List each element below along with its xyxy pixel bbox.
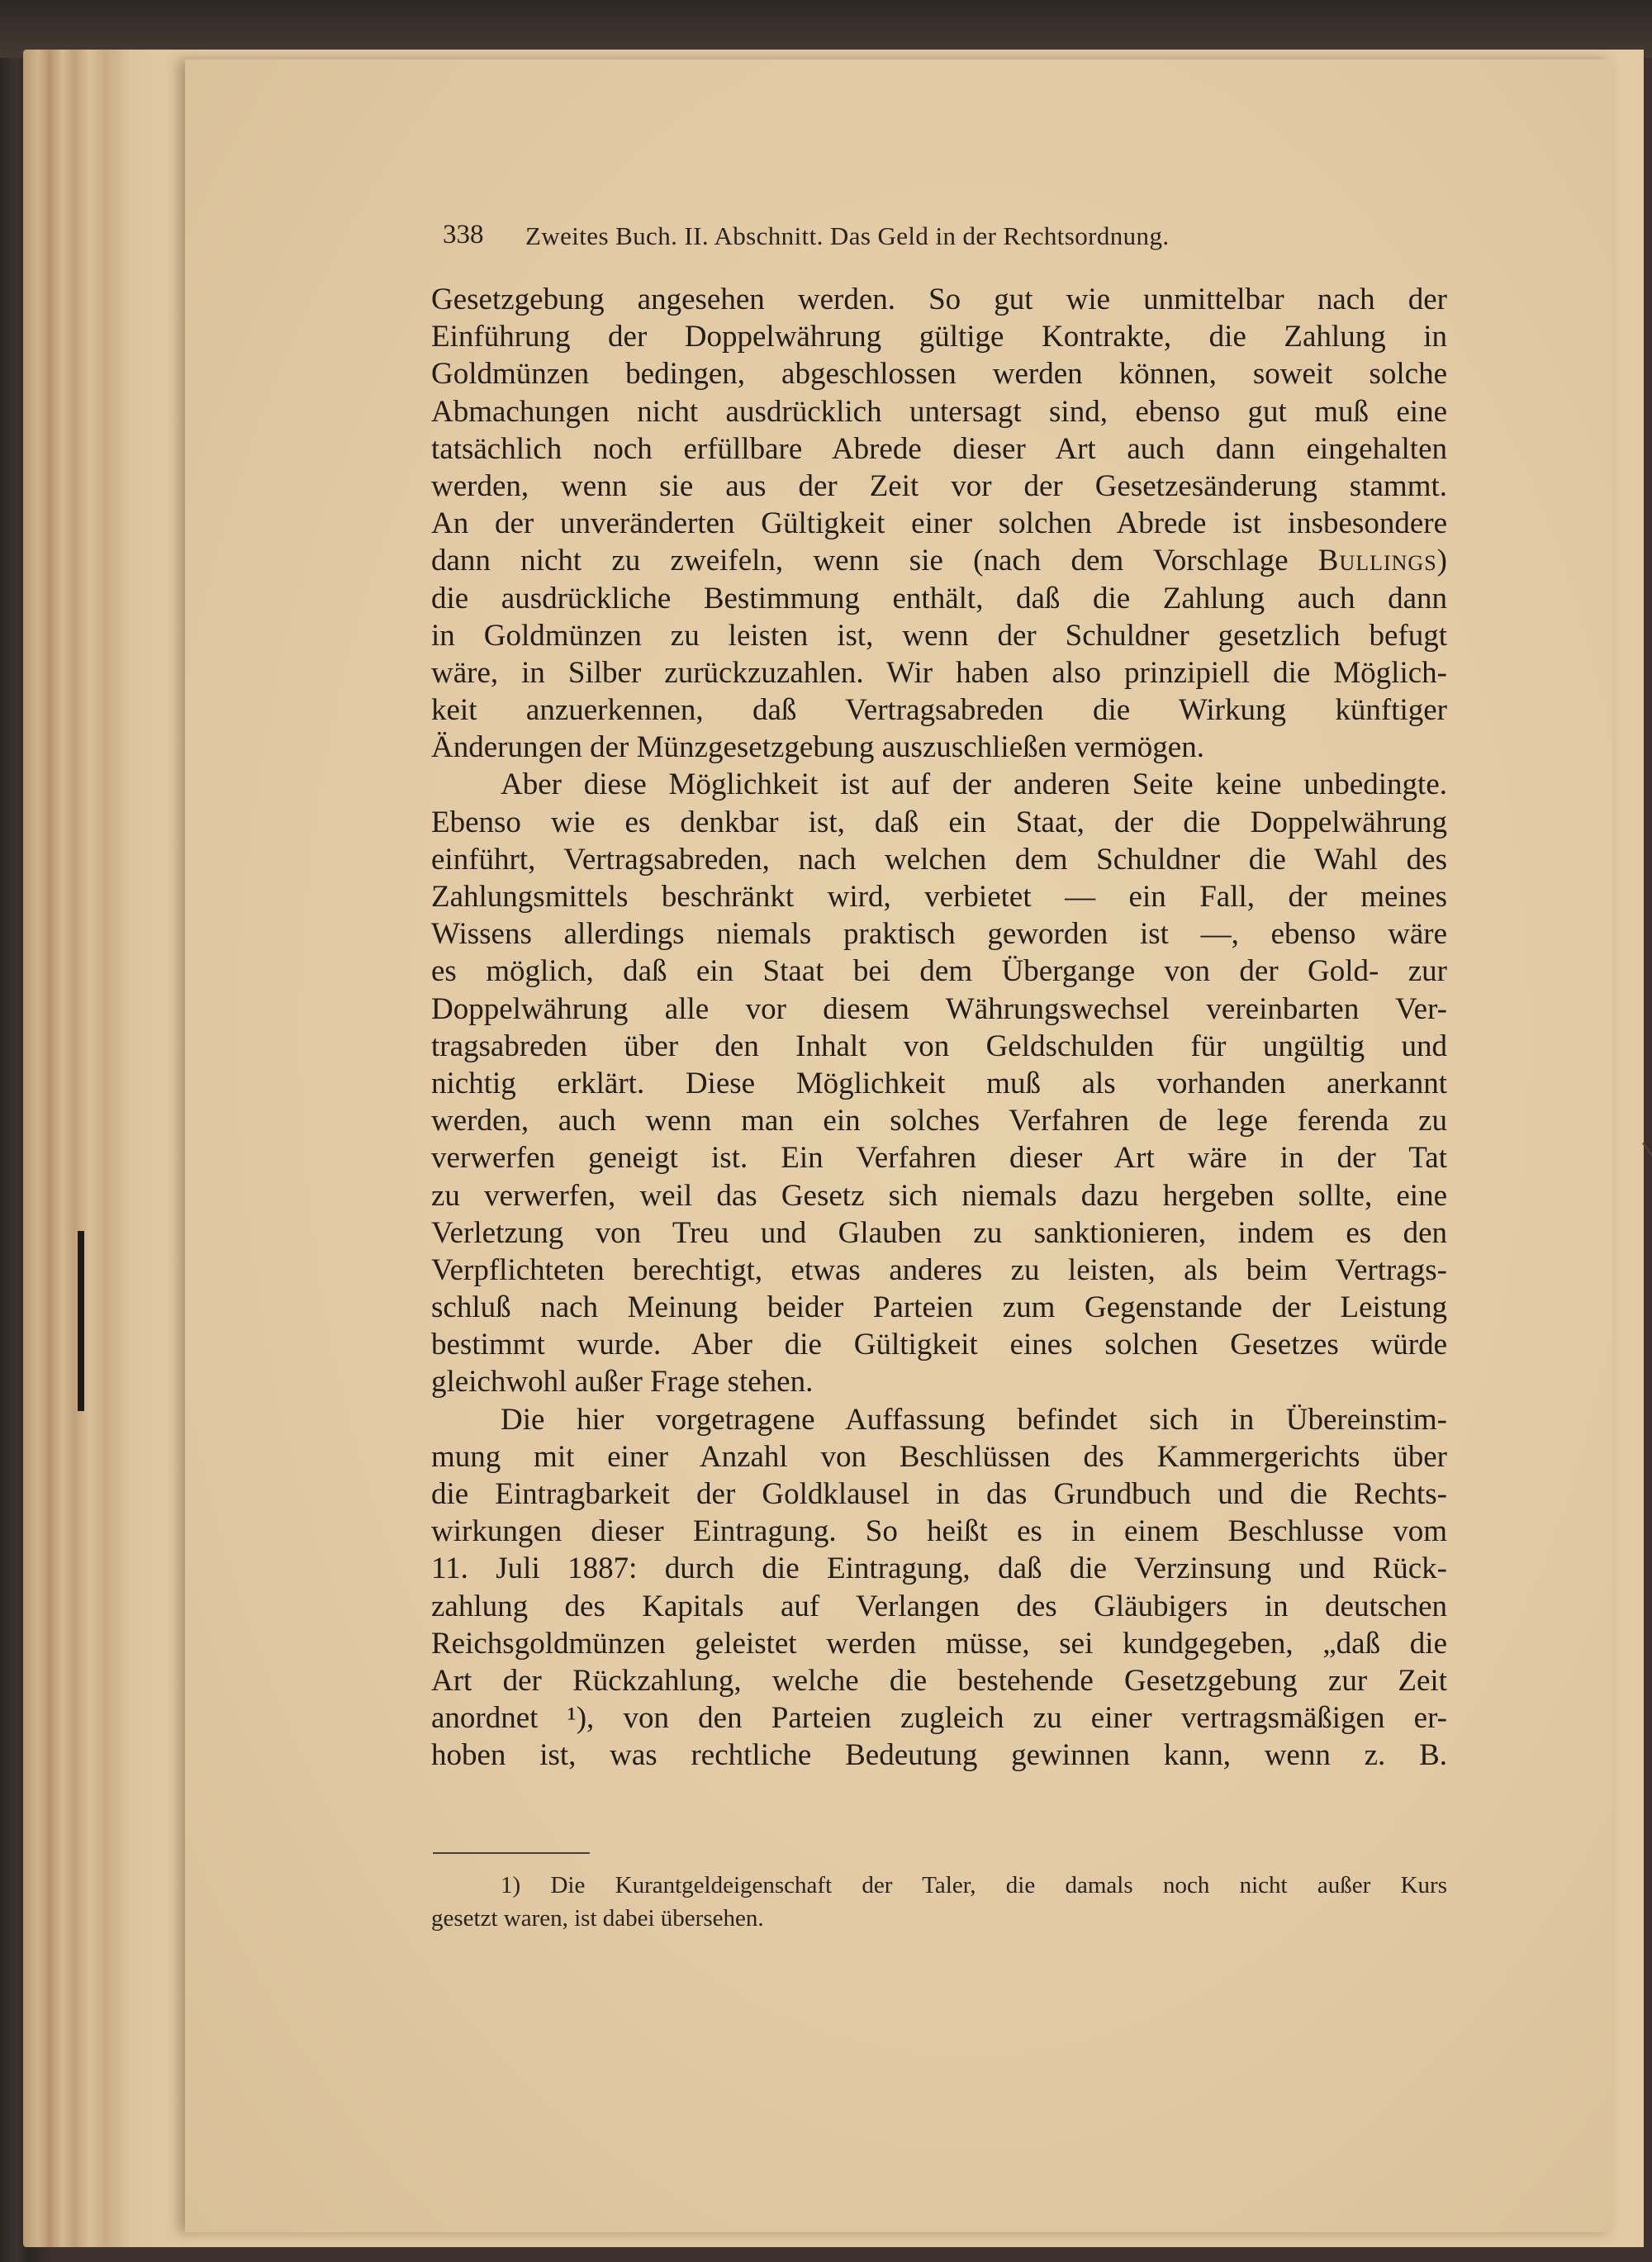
text-line: tatsächlich noch erfüllbare Abrede dieser Art auch dann eingehalten — [431, 431, 1447, 466]
text-line: Goldmünzen bedingen, abgeschlossen werden können, soweit solche — [431, 357, 1447, 392]
text-line: hoben ist, was rechtliche Bedeutung gewinnen kann, wenn z. B. — [431, 1738, 1447, 1773]
text-line — [431, 542, 1447, 579]
text-line: Wissens allerdings niemals praktisch geworden ist —, ebenso wäre — [431, 917, 1447, 952]
text-line: wäre, in Silber zurückzuzahlen. Wir haben also prinzipiell die Möglich- — [431, 655, 1447, 690]
footnote-line: 1) Die Kurantgeldeigenschaft der Taler, die damals noch nicht außer Kurs — [501, 1872, 1447, 1898]
body-text — [431, 281, 1447, 1775]
text-line: anordnet ¹), von den Parteien zugleich zu einer vertragsmäßigen er- — [431, 1701, 1447, 1736]
text-line: Verpflichteten berechtigt, etwas anderes zu leisten, als beim Vertrags- — [431, 1252, 1447, 1287]
text-line: einführt, Vertragsabreden, nach welchen dem Schuldner die Wahl des — [431, 842, 1447, 877]
text-line: verwerfen geneigt ist. Ein Verfahren dieser Art wäre in der Tat — [431, 1141, 1447, 1176]
text-fragment: dann nicht zu zweifeln, wenn sie (nach dem Vorschlage — [431, 544, 1318, 578]
text-line: Verletzung von Treu und Glauben zu sanktionieren, indem es den — [431, 1215, 1447, 1250]
text-line: Einführung der Doppelwährung gültige Kontrakte, die Zahlung in — [431, 320, 1447, 354]
text-line: Gesetzgebung angesehen werden. So gut wie unmittelbar nach der — [431, 283, 1447, 316]
text-line: tragsabreden über den Inhalt von Geldschulden für ungültig und — [431, 1029, 1447, 1063]
page-number: 338 — [443, 220, 484, 249]
running-head — [443, 220, 1327, 258]
text-line: bestimmt wurde. Aber die Gültigkeit eines solchen Gesetzes würde — [431, 1328, 1447, 1362]
footnote-line: gesetzt waren, ist dabei übersehen. — [431, 1905, 764, 1932]
text-line: Abmachungen nicht ausdrücklich untersagt sind, ebenso gut muß eine — [431, 394, 1447, 429]
text-line: keit anzuerkennen, daß Vertragsabreden die Wirkung künftiger — [431, 693, 1447, 728]
text-line: in Goldmünzen zu leisten ist, wenn der Schuldner gesetzlich befugt — [431, 618, 1447, 653]
text-line: Ebenso wie es denkbar ist, daß ein Staat, der die Doppelwährung — [431, 805, 1447, 839]
paragraph-1 — [431, 281, 1447, 766]
text-fragment: ) — [1436, 544, 1447, 578]
running-title: Zweites Buch. II. Abschnitt. Das Geld in der Rechtsordnung. — [525, 221, 1170, 250]
text-line: gleichwohl außer Frage stehen. — [431, 1365, 814, 1399]
paragraph-3 — [431, 1401, 1447, 1775]
text-line: werden, auch wenn man ein solches Verfahren de lege ferenda zu — [431, 1104, 1447, 1138]
text-line: die ausdrückliche Bestimmung enthält, daß die Zahlung auch dann — [431, 581, 1447, 615]
text-line: Art der Rückzahlung, welche die bestehende Gesetzgebung zur Zeit — [431, 1663, 1447, 1698]
text-line: zu verwerfen, weil das Gesetz sich niemals dazu hergeben sollte, eine — [431, 1178, 1447, 1213]
footnote — [431, 1869, 1447, 1935]
paragraph-2 — [431, 766, 1447, 1400]
footnote-divider — [433, 1852, 590, 1854]
binding-clip-mark — [78, 1231, 84, 1411]
author-name-smallcaps: Bullings — [1317, 544, 1437, 578]
text-line: Doppelwährung alle vor diesem Währungswechsel vereinbarten Ver- — [431, 991, 1447, 1026]
text-line: die Eintragbarkeit der Goldklausel in das Grundbuch und die Rechts- — [431, 1477, 1447, 1511]
text-line: es möglich, daß ein Staat bei dem Übergange von der Gold- zur — [431, 954, 1447, 989]
text-line: Änderungen der Münzgesetzgebung auszuschließen vermögen. — [431, 730, 1204, 765]
text-line: Die hier vorgetragene Auffassung befindet sich in Übereinstim- — [501, 1402, 1447, 1437]
text-line: nichtig erklärt. Diese Möglichkeit muß als vorhanden anerkannt — [431, 1066, 1447, 1100]
text-line: schluß nach Meinung beider Parteien zum Gegenstande der Leistung — [431, 1290, 1447, 1325]
text-line: zahlung des Kapitals auf Verlangen des Gläubigers in deutschen — [431, 1589, 1447, 1623]
text-line: Zahlungsmittels beschränkt wird, verbietet — ein Fall, der meines — [431, 880, 1447, 914]
text-line: werden, wenn sie aus der Zeit vor der Gesetzesänderung stammt. — [431, 468, 1447, 503]
text-line: mung mit einer Anzahl von Beschlüssen des Kammergerichts über — [431, 1439, 1447, 1474]
text-line: wirkungen dieser Eintragung. So heißt es in einem Beschlusse vom — [431, 1514, 1447, 1549]
text-line: Reichsgoldmünzen geleistet werden müsse, sei kundgegeben, „daß die — [431, 1626, 1447, 1661]
text-line: Aber diese Möglichkeit ist auf der anderen Seite keine unbedingte. — [501, 767, 1447, 802]
text-line: 11. Juli 1887: durch die Eintragung, daß die Verzinsung und Rück- — [431, 1552, 1447, 1586]
text-line: An der unveränderten Gültigkeit einer solchen Abrede ist insbesondere — [431, 506, 1447, 541]
